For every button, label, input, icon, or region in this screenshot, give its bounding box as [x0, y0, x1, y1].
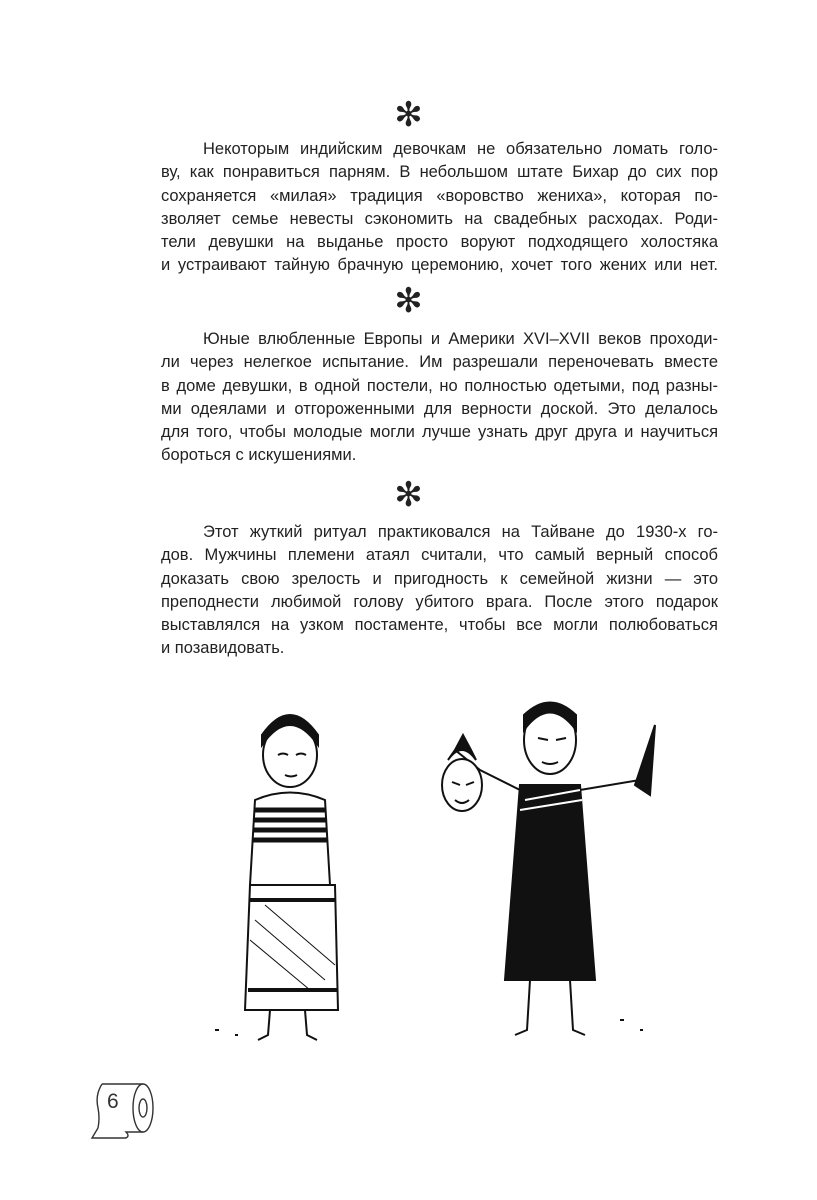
text-line: и позавидовать. [161, 639, 285, 658]
separator-asterisk: ✻ [394, 281, 423, 321]
illustration-atayal-couple [200, 690, 680, 1060]
text-line: Некоторым индийским девочкам не обязательно ломать голо- [203, 140, 718, 158]
text-line: бороться с искушениями. [161, 446, 357, 465]
text-line: ву, как понравиться парням. В небольшом штате Бихар до сих пор [161, 163, 718, 182]
paragraph-taiwan [161, 521, 718, 661]
text-line: и устраивают тайную брачную церемонию, хочет того жених или нет. [161, 256, 718, 275]
text-line: доказать свою зрелость и пригодность к семейной жизни — это [161, 569, 718, 588]
woman-figure [245, 715, 338, 1040]
text-line: для того, чтобы молодые могли лучше узнать друг друга и научиться [161, 423, 718, 442]
text-line: Этот жуткий ритуал практиковался на Тайване до 1930-х го- [203, 523, 718, 541]
page-number: 6 [107, 1090, 119, 1113]
text-line: в доме девушки, в одной постели, но полностью одетыми, под разны- [161, 376, 718, 395]
text-line: выставлялся на узком постаменте, чтобы все могли полюбоваться [161, 616, 718, 635]
text-line: Юные влюбленные Европы и Америки XVI–XVII веков проходи- [203, 330, 718, 348]
text-line: сохраняется «милая» традиция «воровство жениха», которая по- [161, 186, 718, 205]
separator-asterisk: ✻ [394, 95, 423, 135]
toilet-roll-icon [80, 1060, 180, 1160]
man-figure [442, 703, 655, 1036]
page-number-badge [80, 1060, 180, 1160]
text-line: преподнести любимой голову убитого врага. После этого подарок [161, 592, 718, 611]
text-line: ли через нелегкое испытание. Им разрешали переночевать вместе [161, 353, 718, 372]
text-line: ми одеялами и отгороженными для верности доской. Это делалось [161, 399, 718, 418]
separator-asterisk: ✻ [394, 475, 423, 515]
text-line: тели девушки на выданье просто воруют подходящего холостяка [161, 233, 718, 252]
paragraph-europe [161, 328, 718, 468]
paragraph-bihar [161, 138, 718, 278]
text-line: зволяет семье невесты сэкономить на свадебных расходах. Роди- [161, 209, 718, 228]
text-line: дов. Мужчины племени атаял считали, что самый верный способ [161, 546, 718, 565]
